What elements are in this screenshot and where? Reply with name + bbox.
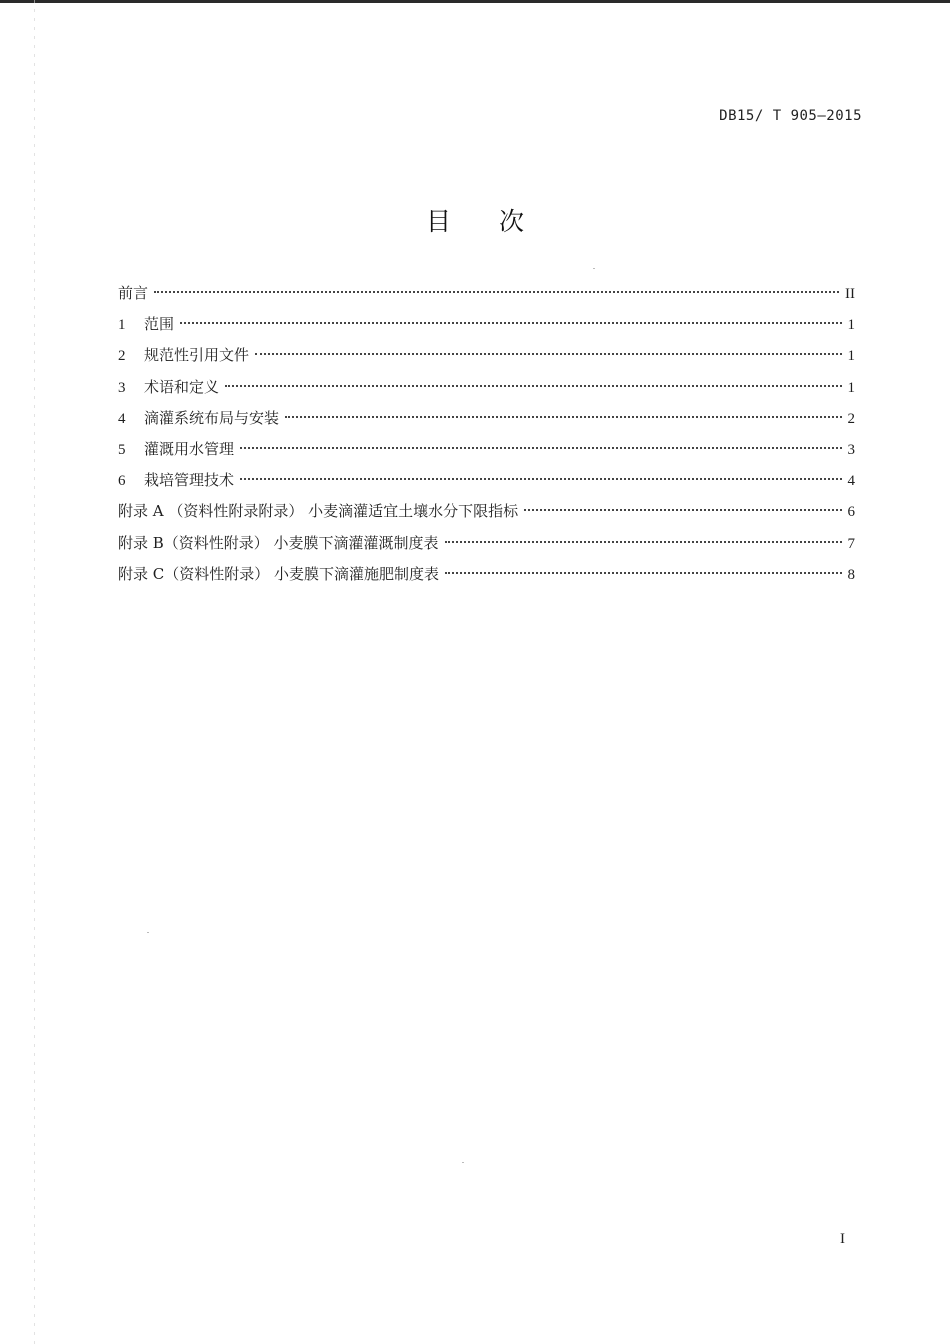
toc-entry-label: 附录 B（资料性附录） 小麦膜下滴灌灌溉制度表: [118, 533, 439, 552]
toc-entry-number: 2: [118, 348, 126, 365]
toc-entry[interactable]: [118, 343, 855, 374]
toc-entry-label: 前言: [118, 284, 149, 302]
toc-entry[interactable]: [118, 281, 855, 312]
toc-entry-page: 8: [847, 566, 855, 583]
standard-code: DB15/ T 905—2015: [719, 108, 862, 124]
toc-entry-label: [118, 437, 234, 462]
toc-entry[interactable]: [118, 375, 855, 406]
dot-leader: [285, 416, 841, 418]
toc-entry-text: 滴灌系统布局与安装: [144, 408, 280, 427]
table-of-contents: [118, 281, 855, 593]
toc-entry-label: [118, 406, 279, 431]
toc-entry-page: II: [845, 286, 855, 302]
dot-leader: [240, 447, 841, 449]
toc-entry[interactable]: [118, 312, 855, 343]
toc-entry-page: 7: [847, 535, 855, 552]
toc-entry-text: 术语和定义: [144, 377, 220, 396]
toc-entry-text: 范围: [144, 315, 175, 334]
toc-entry-page: 6: [847, 504, 855, 521]
toc-entry-number: 1: [118, 317, 126, 334]
dot-leader: [180, 322, 841, 324]
dot-leader: [445, 572, 841, 574]
toc-entry-text: 灌溉用水管理: [144, 439, 235, 458]
title-char-2: 次: [499, 207, 525, 236]
toc-entry[interactable]: [118, 406, 855, 437]
toc-entry-label: [118, 312, 174, 337]
toc-entry-page: 1: [847, 379, 855, 396]
toc-entry-appendix[interactable]: [118, 562, 855, 593]
toc-entry-page: 1: [847, 348, 855, 365]
toc-entry-page: 2: [847, 410, 855, 427]
dot-leader: [154, 291, 839, 293]
toc-entry-label: 附录 A （资料性附录附录） 小麦滴灌适宜土壤水分下限指标: [118, 502, 519, 521]
dot-leader: [240, 478, 841, 480]
toc-entry-label: [118, 375, 219, 400]
dot-leader: [524, 509, 841, 511]
toc-entry-appendix[interactable]: [118, 531, 855, 562]
scan-speck: [462, 1162, 464, 1163]
toc-entry-label: [118, 343, 249, 368]
top-border: [0, 0, 950, 3]
title-char-1: 目: [425, 207, 451, 236]
toc-entry-text: 栽培管理技术: [144, 471, 235, 490]
toc-entry-page: 1: [847, 317, 855, 334]
dot-leader: [255, 353, 841, 355]
toc-entry[interactable]: [118, 468, 855, 499]
page-title: [0, 202, 950, 238]
scan-speck: [593, 268, 595, 269]
toc-entry-label: 附录 C（资料性附录） 小麦膜下滴灌施肥制度表: [118, 564, 440, 583]
toc-entry-number: 4: [118, 410, 126, 427]
toc-entry-number: 5: [118, 441, 126, 458]
toc-entry[interactable]: [118, 437, 855, 468]
toc-entry-appendix[interactable]: [118, 499, 855, 530]
toc-entry-page: 4: [847, 473, 855, 490]
scan-speck: [147, 932, 149, 933]
toc-entry-number: 6: [118, 473, 126, 490]
page-number: I: [840, 1231, 845, 1247]
toc-entry-label: [118, 468, 234, 493]
toc-entry-text: 规范性引用文件: [144, 346, 250, 365]
toc-entry-number: 3: [118, 379, 126, 396]
toc-entry-page: 3: [847, 441, 855, 458]
dot-leader: [445, 541, 842, 543]
dot-leader: [225, 385, 841, 387]
